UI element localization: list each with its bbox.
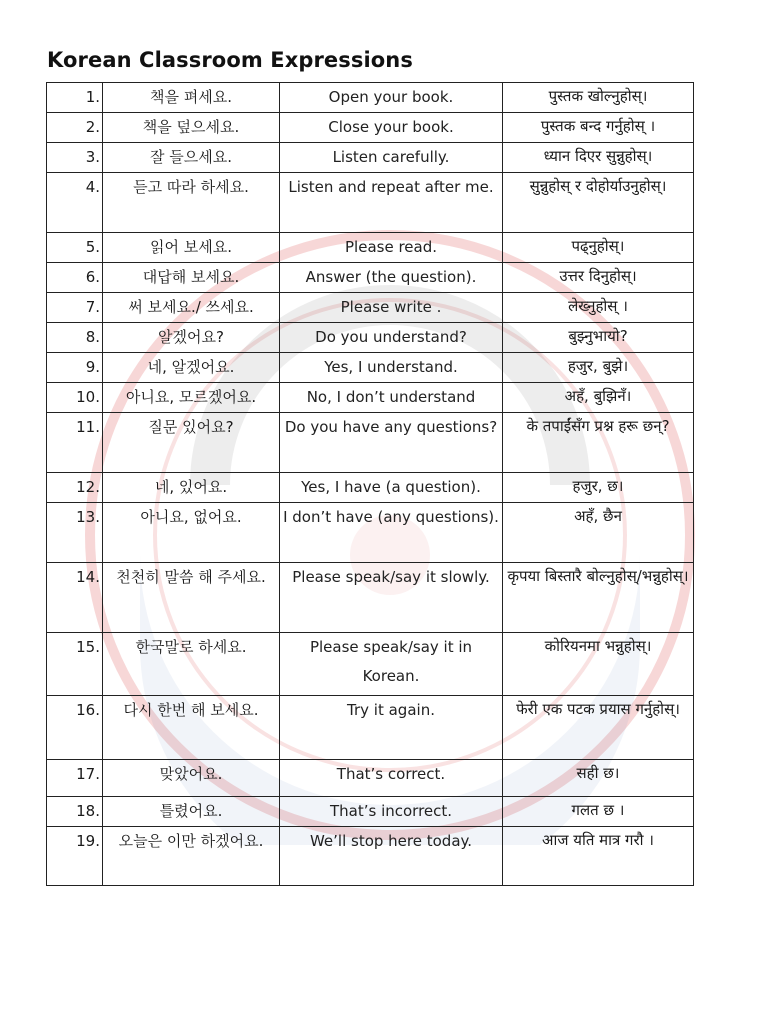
cell-num: 8. <box>47 323 103 353</box>
table-row <box>47 353 694 383</box>
cell-num: 12. <box>47 473 103 503</box>
cell-korean: 아니요, 모르겠어요. <box>103 383 280 413</box>
cell-english: Do you have any questions? <box>280 413 503 473</box>
cell-num: 2. <box>47 113 103 143</box>
cell-nepali: सुन्नुहोस् र दोहोर्याउनुहोस्। <box>503 173 694 233</box>
cell-nepali: कृपया बिस्तारै बोल्नुहोस्/भन्नुहोस्। <box>503 563 694 633</box>
table-row <box>47 83 694 113</box>
cell-korean: 아니요, 없어요. <box>103 503 280 563</box>
cell-korean: 맞았어요. <box>103 760 280 797</box>
cell-korean: 네, 알겠어요. <box>103 353 280 383</box>
cell-korean: 대답해 보세요. <box>103 263 280 293</box>
cell-num: 18. <box>47 797 103 827</box>
cell-num: 16. <box>47 696 103 760</box>
table-row <box>47 503 694 563</box>
cell-nepali: पुस्तक बन्द गर्नुहोस् । <box>503 113 694 143</box>
cell-korean: 책을 덮으세요. <box>103 113 280 143</box>
cell-english: I don’t have (any questions). <box>280 503 503 563</box>
cell-num: 6. <box>47 263 103 293</box>
cell-nepali: अहँ, छैन <box>503 503 694 563</box>
cell-english: Yes, I have (a question). <box>280 473 503 503</box>
table-row <box>47 827 694 886</box>
table-row <box>47 413 694 473</box>
cell-english: Please write . <box>280 293 503 323</box>
cell-english: That’s incorrect. <box>280 797 503 827</box>
cell-english: Yes, I understand. <box>280 353 503 383</box>
table-row <box>47 113 694 143</box>
cell-nepali: हजुर, बुझे। <box>503 353 694 383</box>
cell-english: Listen carefully. <box>280 143 503 173</box>
cell-english: Open your book. <box>280 83 503 113</box>
table-row <box>47 797 694 827</box>
table-row <box>47 173 694 233</box>
cell-num: 14. <box>47 563 103 633</box>
cell-num: 15. <box>47 633 103 696</box>
cell-korean: 듣고 따라 하세요. <box>103 173 280 233</box>
table-row <box>47 293 694 323</box>
cell-nepali: हजुर, छ। <box>503 473 694 503</box>
cell-nepali: लेख्नुहोस् । <box>503 293 694 323</box>
table-row <box>47 233 694 263</box>
cell-english: Answer (the question). <box>280 263 503 293</box>
cell-korean: 다시 한번 해 보세요. <box>103 696 280 760</box>
cell-nepali: बुझ्नुभायो? <box>503 323 694 353</box>
cell-num: 7. <box>47 293 103 323</box>
cell-num: 11. <box>47 413 103 473</box>
cell-english: Do you understand? <box>280 323 503 353</box>
table-row <box>47 696 694 760</box>
cell-korean: 써 보세요./ 쓰세요. <box>103 293 280 323</box>
cell-num: 13. <box>47 503 103 563</box>
cell-english: Please speak/say it in Korean. <box>280 633 503 696</box>
cell-english: Listen and repeat after me. <box>280 173 503 233</box>
table-row <box>47 323 694 353</box>
page-title: Korean Classroom Expressions <box>47 48 413 72</box>
cell-nepali: पुस्तक खोल्नुहोस्। <box>503 83 694 113</box>
cell-num: 19. <box>47 827 103 886</box>
cell-korean: 틀렸어요. <box>103 797 280 827</box>
cell-korean: 천천히 말씀 해 주세요. <box>103 563 280 633</box>
cell-korean: 읽어 보세요. <box>103 233 280 263</box>
table-row <box>47 263 694 293</box>
cell-nepali: ध्यान दिएर सुन्नुहोस्। <box>503 143 694 173</box>
cell-korean: 질문 있어요? <box>103 413 280 473</box>
cell-english: Please read. <box>280 233 503 263</box>
cell-nepali: फेरी एक पटक प्रयास गर्नुहोस्। <box>503 696 694 760</box>
cell-nepali: कोरियनमा भन्नुहोस्। <box>503 633 694 696</box>
cell-nepali: गलत छ । <box>503 797 694 827</box>
table-row <box>47 383 694 413</box>
cell-english: No, I don’t understand <box>280 383 503 413</box>
cell-num: 10. <box>47 383 103 413</box>
cell-korean: 한국말로 하세요. <box>103 633 280 696</box>
table-row <box>47 633 694 696</box>
cell-nepali: के तपाईंसँग प्रश्न हरू छन्? <box>503 413 694 473</box>
cell-nepali: उत्तर दिनुहोस्। <box>503 263 694 293</box>
cell-num: 9. <box>47 353 103 383</box>
table-row <box>47 563 694 633</box>
cell-korean: 알겠어요? <box>103 323 280 353</box>
table-row <box>47 143 694 173</box>
cell-num: 4. <box>47 173 103 233</box>
table-row <box>47 473 694 503</box>
cell-korean: 네, 있어요. <box>103 473 280 503</box>
table-row <box>47 760 694 797</box>
cell-num: 1. <box>47 83 103 113</box>
cell-num: 17. <box>47 760 103 797</box>
cell-korean: 잘 들으세요. <box>103 143 280 173</box>
cell-english: That’s correct. <box>280 760 503 797</box>
cell-english: Try it again. <box>280 696 503 760</box>
cell-english: Close your book. <box>280 113 503 143</box>
cell-nepali: सही छ। <box>503 760 694 797</box>
cell-nepali: अहँ, बुझिनँ। <box>503 383 694 413</box>
cell-nepali: पढ्नुहोस्। <box>503 233 694 263</box>
cell-num: 5. <box>47 233 103 263</box>
cell-english: We’ll stop here today. <box>280 827 503 886</box>
cell-english: Please speak/say it slowly. <box>280 563 503 633</box>
cell-num: 3. <box>47 143 103 173</box>
cell-korean: 오늘은 이만 하겠어요. <box>103 827 280 886</box>
expressions-table <box>46 82 694 886</box>
cell-nepali: आज यति मात्र गरौ । <box>503 827 694 886</box>
cell-korean: 책을 펴세요. <box>103 83 280 113</box>
